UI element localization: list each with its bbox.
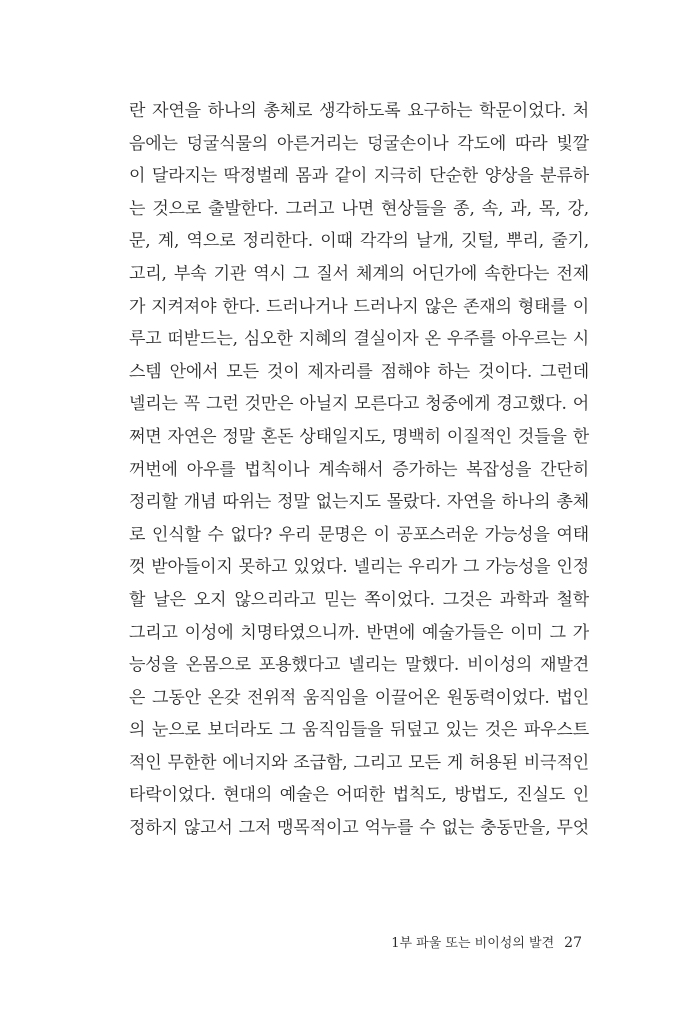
text-line: 란 자연을 하나의 총체로 생각하도록 요구하는 학문이었다. 처 bbox=[129, 101, 589, 121]
text-line: 능성을 온몸으로 포용했다고 넬리는 말했다. 비이성의 재발견 bbox=[129, 655, 589, 676]
text-line: 적인 무한한 에너지와 조급함, 그리고 모든 게 허용된 비극적인 bbox=[129, 752, 589, 773]
text-line: 스템 안에서 모든 것이 제자리를 점해야 하는 것이다. 그런데 bbox=[129, 361, 589, 382]
text-line: 꺼번에 아우를 법칙이나 계속해서 증가하는 복잡성을 간단히 bbox=[129, 459, 589, 480]
page-number: 27 bbox=[564, 935, 582, 951]
text-line: 는 것으로 출발한다. 그러고 나면 현상들을 종, 속, 과, 목, 강, bbox=[129, 198, 589, 219]
text-line: 로 인식할 수 없다? 우리 문명은 이 공포스러운 가능성을 여태 bbox=[129, 524, 589, 545]
text-line: 고리, 부속 기관 역시 그 질서 체계의 어딘가에 속한다는 전제 bbox=[129, 263, 589, 284]
text-line: 넬리는 꼭 그런 것만은 아닐지 모른다고 청중에게 경고했다. 어 bbox=[129, 394, 589, 415]
text-line: 껏 받아들이지 못하고 있었다. 넬리는 우리가 그 가능성을 인정 bbox=[129, 557, 589, 578]
running-title: 1부 파울 또는 비이성의 발견 bbox=[391, 936, 555, 951]
text-line: 은 그동안 온갖 전위적 움직임을 이끌어온 원동력이었다. 법인 bbox=[129, 687, 589, 708]
text-line: 의 눈으로 보더라도 그 움직임들을 뒤덮고 있는 것은 파우스트 bbox=[129, 720, 589, 741]
text-line: 정하지 않고서 그저 맹목적이고 억누를 수 없는 충동만을, 무엇 bbox=[129, 818, 589, 839]
text-line: 문, 계, 역으로 정리한다. 이때 각각의 날개, 깃털, 뿌리, 줄기, bbox=[129, 231, 589, 252]
text-line: 가 지켜져야 한다. 드러나거나 드러나지 않은 존재의 형태를 이 bbox=[129, 296, 589, 317]
text-line: 할 날은 오지 않으리라고 믿는 쪽이었다. 그것은 과학과 철학 bbox=[129, 589, 589, 610]
text-line: 쩌면 자연은 정말 혼돈 상태일지도, 명백히 이질적인 것들을 한 bbox=[129, 426, 589, 447]
page-footer bbox=[391, 932, 582, 951]
text-line: 루고 떠받드는, 심오한 지혜의 결실이자 온 우주를 아우르는 시 bbox=[129, 329, 589, 350]
text-line: 타락이었다. 현대의 예술은 어떠한 법칙도, 방법도, 진실도 인 bbox=[129, 785, 589, 806]
text-line: 정리할 개념 따위는 정말 없는지도 몰랐다. 자연을 하나의 총체 bbox=[129, 492, 589, 513]
text-line: 음에는 덩굴식물의 아른거리는 덩굴손이나 각도에 따라 빛깔 bbox=[129, 133, 589, 154]
text-line: 그리고 이성에 치명타였으니까. 반면에 예술가들은 이미 그 가 bbox=[129, 622, 589, 643]
body-text bbox=[129, 95, 589, 845]
text-line: 이 달라지는 딱정벌레 몸과 같이 지극히 단순한 양상을 분류하 bbox=[129, 166, 589, 187]
